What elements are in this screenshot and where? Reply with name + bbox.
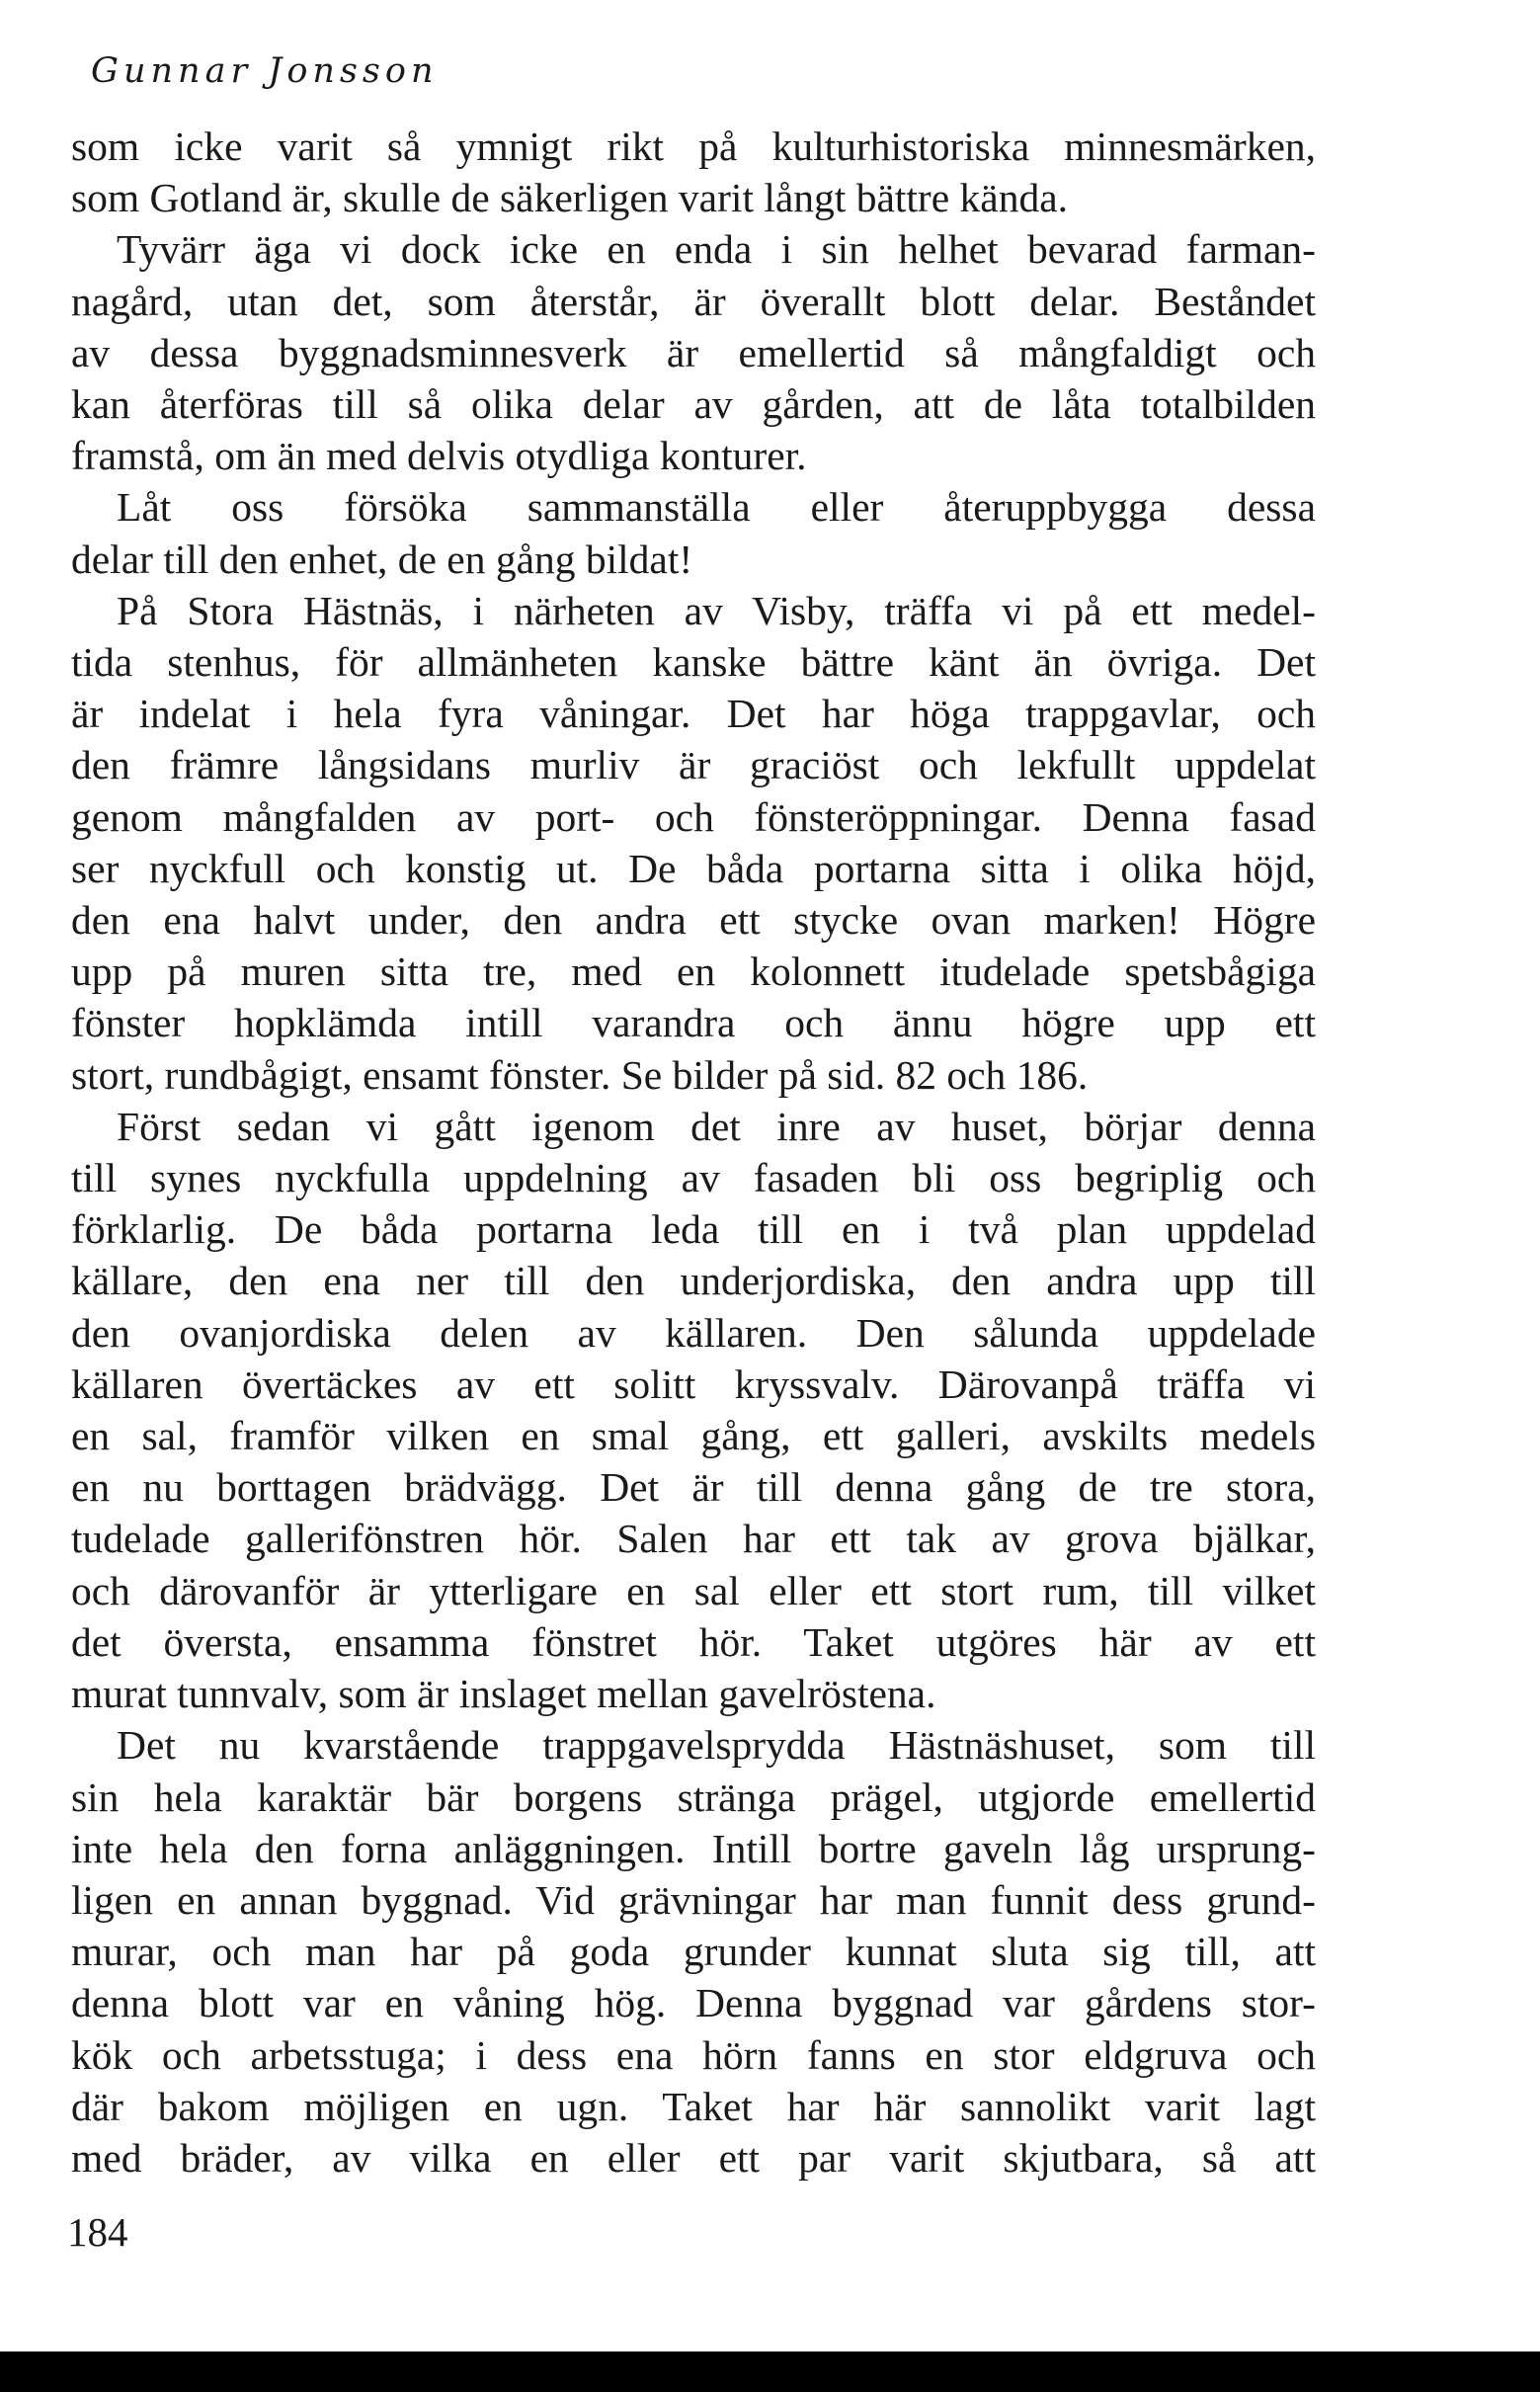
text-line: med bräder, av vilka en eller ett par varit skjutbara, så att (71, 2134, 1316, 2181)
text-line: som Gotland är, skulle de säkerligen varit långt bättre kända. (71, 175, 1069, 221)
text-line: stort, rundbågigt, ensamt fönster. Se bilder på sid. 82 och 186. (71, 1051, 1089, 1098)
text-line: den ena halvt under, den andra ett stycke ovan marken! Högre (71, 897, 1316, 944)
text-line: den ovanjordiska delen av källaren. Den sålunda uppdelade (71, 1309, 1316, 1356)
text-line: nagård, utan det, som återstår, är överallt blott delar. Beståndet (71, 278, 1316, 324)
text-line: genom mångfalden av port- och fönsteröppningar. Denna fasad (71, 793, 1316, 840)
paragraph-2 (71, 223, 1316, 481)
text-line: kök och arbetsstuga; i dess ena hörn fanns en stor eldgruva och (71, 2031, 1316, 2078)
text-line: en sal, framför vilken en smal gång, ett galleri, avskilts medels (71, 1413, 1316, 1459)
text-line: framstå, om än med delvis otydliga konturer. (71, 433, 807, 479)
text-line: ligen en annan byggnad. Vid grävningar har man funnit dess grund- (71, 1876, 1316, 1923)
text-line: Låt oss försöka sammanställa eller återuppbygga dessa (117, 484, 1316, 531)
page-number: 184 (67, 2209, 128, 2255)
text-line: På Stora Hästnäs, i närheten av Visby, träffa vi på ett medel- (117, 587, 1316, 633)
paragraph-4 (71, 585, 1316, 1101)
text-line: där bakom möjligen en ugn. Taket har här sannolikt varit lagt (71, 2083, 1316, 2129)
paragraph-5 (71, 1101, 1316, 1719)
text-line: tida stenhus, för allmänheten kanske bättre känt än övriga. Det (71, 639, 1316, 686)
text-line: det översta, ensamma fönstret hör. Taket utgöres här av ett (71, 1618, 1316, 1665)
text-line: som icke varit så ymnigt rikt på kulturhistoriska minnesmärken, (71, 124, 1316, 169)
running-head: Gunnar Jonsson (91, 51, 439, 91)
text-line: sin hela karaktär bär borgens stränga prägel, utgjorde emellertid (71, 1773, 1316, 1820)
text-line: är indelat i hela fyra våningar. Det har höga trappgavlar, och (71, 691, 1316, 737)
text-line: och därovanför är ytterligare en sal eller ett stort rum, till vilket (71, 1567, 1316, 1613)
text-line: förklarlig. De båda portarna leda till en i två plan uppdelad (71, 1206, 1316, 1253)
text-line: ser nyckfull och konstig ut. De båda portarna sitta i olika höjd, (71, 845, 1316, 891)
paragraph-1 (71, 121, 1316, 223)
text-line: Tyvärr äga vi dock icke en enda i sin helhet bevarad farman- (117, 226, 1316, 273)
text-line: Det nu kvarstående trappgavelsprydda Hästnäshuset, som till (117, 1722, 1316, 1769)
text-line: upp på muren sitta tre, med en kolonnett itudelade spetsbågiga (71, 949, 1316, 995)
text-line: fönster hopklämda intill varandra och ännu högre upp ett (71, 1000, 1316, 1046)
text-line: källare, den ena ner till den underjordiska, den andra upp till (71, 1258, 1316, 1304)
body-text (71, 121, 1316, 2184)
text-line: av dessa byggnadsminnesverk är emellertid så mångfaldigt och (71, 329, 1316, 375)
text-line: kan återföras till så olika delar av gården, att de låta totalbilden (71, 381, 1316, 428)
paragraph-6 (71, 1719, 1316, 2184)
paragraph-3 (71, 481, 1316, 584)
text-line: delar till den enhet, de en gång bildat! (71, 536, 693, 582)
text-line: denna blott var en våning hög. Denna byggnad var gårdens stor- (71, 1980, 1316, 2026)
text-line: murat tunnvalv, som är inslaget mellan gavelröstena. (71, 1671, 936, 1717)
text-line: den främre långsidans murliv är graciöst och lekfullt uppdelat (71, 742, 1316, 788)
text-line: till synes nyckfulla uppdelning av fasaden bli oss begriplig och (71, 1155, 1316, 1201)
text-line: källaren övertäckes av ett solitt kryssvalv. Därovanpå träffa vi (71, 1361, 1316, 1407)
text-line: tudelade gallerifönstren hör. Salen har ett tak av grova bjälkar, (71, 1516, 1316, 1562)
text-line: Först sedan vi gått igenom det inre av huset, börjar denna (117, 1103, 1316, 1149)
text-line: en nu borttagen brädvägg. Det är till denna gång de tre stora, (71, 1464, 1316, 1511)
text-line: inte hela den forna anläggningen. Intill bortre gaveln låg ursprung- (71, 1825, 1316, 1871)
text-line: murar, och man har på goda grunder kunnat sluta sig till, att (71, 1929, 1316, 1975)
